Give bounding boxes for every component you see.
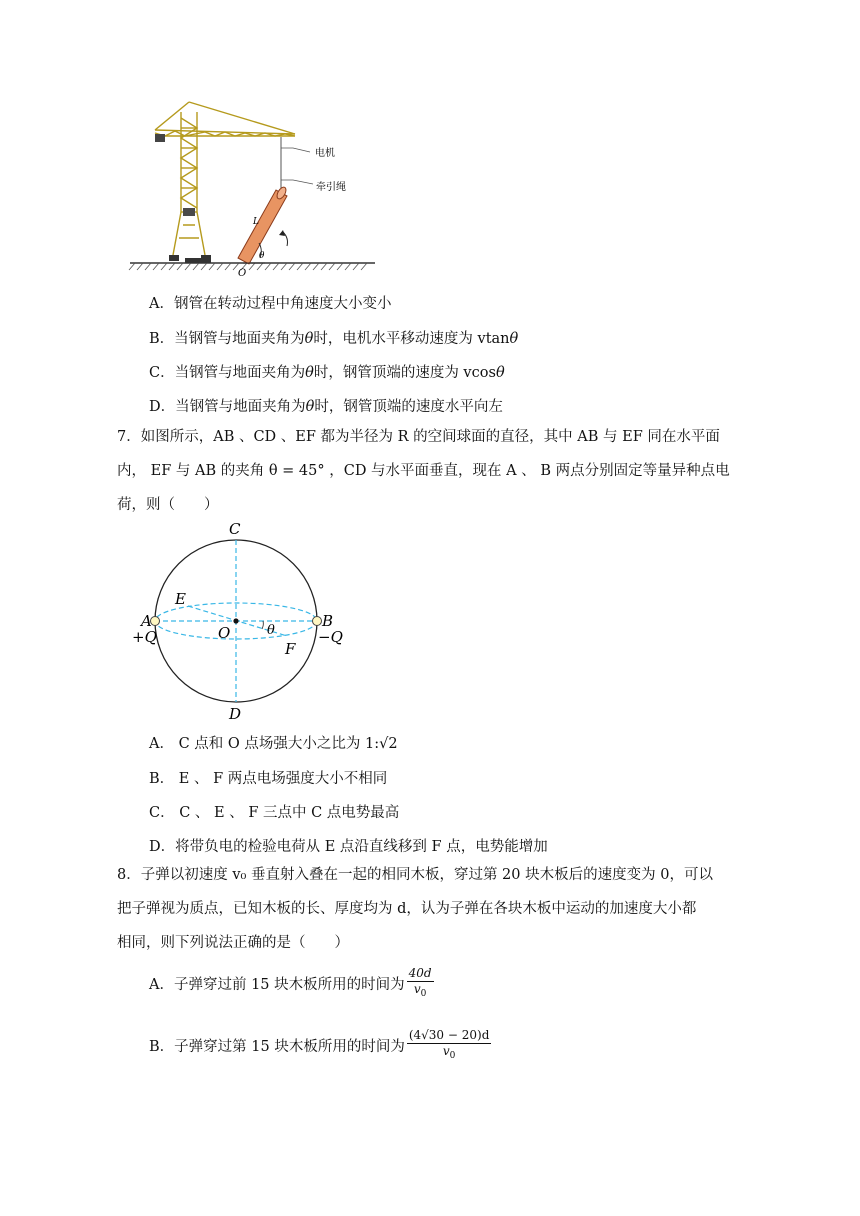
svg-text:B: B (322, 612, 334, 630)
svg-text:θ: θ (267, 623, 275, 638)
fraction-b: $\frac{(4√30 - 20)d}{v_0}$ (408, 1028, 490, 1061)
q6-option-d[interactable]: D．当钢管与地面夹角为θ时，钢管顶端的速度水平向左 (149, 399, 503, 415)
counterweight (155, 134, 165, 142)
q8-stem-line1: 8．子弹以初速度 v₀ 垂直射入叠在一起的相同木板，穿过第 20 块木板后的速度变为 0，可以 (117, 867, 713, 883)
q8-stem-line2: 把子弹视为质点，已知木板的长、厚度均为 d，认为子弹在各块木板中运动的加速度大小都 (117, 901, 697, 917)
svg-text:−Q: −Q (318, 628, 343, 646)
q8-option-a[interactable]: A．子弹穿过前 15 块木板所用的时间为 $\frac{40d}{v_0}$ (149, 966, 432, 999)
crane-figure (125, 100, 385, 280)
q8-stem-line3: 相同，则下列说法正确的是（ ） (117, 935, 349, 951)
q7-option-a[interactable]: A． C 点和 O 点场强大小之比为 1:√2 (149, 736, 398, 752)
label-L: L (253, 217, 259, 227)
svg-text:E: E (175, 590, 186, 608)
q7-option-c[interactable]: C． C 、 E 、 F 三点中 C 点电势最高 (149, 805, 400, 821)
center-point (233, 618, 238, 623)
svg-text:A: A (141, 612, 152, 630)
q6-option-a[interactable]: A．钢管在转动过程中角速度大小变小 (149, 296, 392, 312)
crane-tower (155, 102, 295, 255)
q6-option-c[interactable]: C．当钢管与地面夹角为θ时，钢管顶端的速度为 vcosθ (149, 365, 505, 381)
q7-stem-line3: 荷，则（ ） (117, 497, 219, 513)
fraction-a: $\frac{40d}{v_0}$ (408, 966, 432, 999)
q7-stem-line1: 7．如图所示，AB 、CD 、EF 都为半径为 R 的空间球面的直径，其中 AB 与 EF 同在水平面 (117, 429, 720, 445)
label-rope: 牵引绳 (316, 182, 346, 193)
svg-text:D: D (229, 705, 242, 723)
charge-a (151, 617, 160, 626)
q7-option-b[interactable]: B． E 、 F 两点电场强度大小不相同 (149, 771, 388, 787)
label-motor: 电机 (315, 148, 335, 159)
q6-option-b[interactable]: B．当钢管与地面夹角为θ时，电机水平移动速度为 vtanθ (149, 331, 519, 347)
q7-stem-line2: 内， EF 与 AB 的夹角 θ = 45° ，CD 与水平面垂直，现在 A 、 B 两点分别固定等量异种点电 (117, 463, 730, 479)
charge-b (313, 617, 322, 626)
svg-text:+Q: +Q (132, 628, 157, 646)
q8-option-b[interactable]: B．子弹穿过第 15 块木板所用的时间为 $\frac{(4√30 - 20)d}{v_0}$ (149, 1028, 490, 1061)
q7-option-d[interactable]: D．将带负电的检验电荷从 E 点沿直线移到 F 点，电势能增加 (149, 839, 548, 855)
svg-text:O: O (218, 624, 231, 642)
label-theta: θ (259, 251, 265, 261)
svg-text:C: C (229, 520, 241, 538)
svg-text:F: F (285, 640, 296, 658)
label-O: O (238, 268, 247, 279)
sphere-figure (125, 518, 355, 724)
